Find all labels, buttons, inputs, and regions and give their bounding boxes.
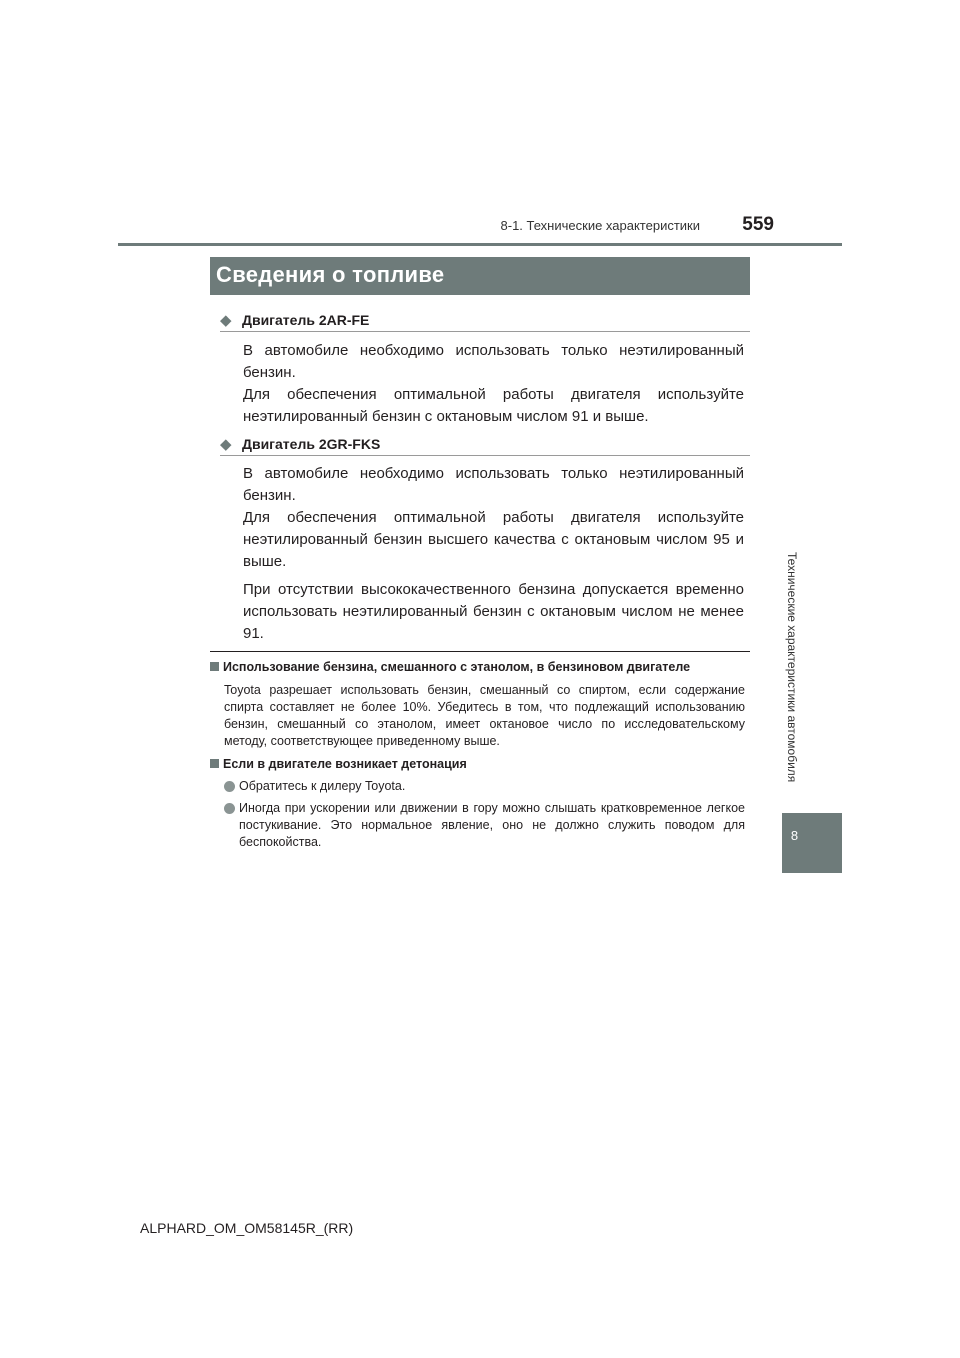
note-heading-label: Если в двигателе возникает детонация bbox=[223, 757, 467, 771]
header-rule bbox=[118, 243, 842, 246]
engine-heading-label: Двигатель 2GR-FKS bbox=[242, 436, 381, 452]
chapter-number: 8 bbox=[790, 828, 799, 843]
page-number: 559 bbox=[742, 214, 774, 235]
section-separator bbox=[210, 651, 750, 652]
note-heading-knocking bbox=[210, 757, 750, 771]
chapter-tab bbox=[782, 813, 842, 873]
paragraph-text: В автомобиле необходимо использовать только неэтилированный бензин. bbox=[243, 342, 744, 381]
engine-heading-rule bbox=[220, 331, 750, 332]
paragraph-text: В автомобиле необходимо использовать только неэтилированный бензин. bbox=[243, 465, 744, 504]
page-title: Сведения о топливе bbox=[216, 262, 445, 287]
note-bullet bbox=[224, 778, 745, 798]
circle-bullet-icon bbox=[224, 803, 235, 814]
note-bullet bbox=[224, 800, 745, 854]
document-code-footer: ALPHARD_OM_OM58145R_(RR) bbox=[140, 1220, 354, 1236]
note-paragraph: Toyota разрешает использовать бензин, смешанный со спиртом, если содержание спирта составляет не более 10%. Убедитесь в том, что подлежащий использованию бензин, смешанный со этанолом, имеет октановое число по исследовательскому методу, соответствующее приведенному выше. bbox=[224, 683, 745, 748]
square-bullet-icon bbox=[210, 759, 219, 768]
diamond-icon: ◆ bbox=[220, 436, 232, 453]
bullet-text: Иногда при ускорении или движении в гору можно слышать кратковременное легкое постукивание. Это нормальное явление, оно не должно служить поводом для беспокойства. bbox=[239, 801, 745, 849]
header-section-title: 8-1. Технические характеристики bbox=[500, 218, 700, 233]
engine-paragraph bbox=[243, 463, 744, 645]
square-bullet-icon bbox=[210, 662, 219, 671]
note-heading-label: Использование бензина, смешанного с этанолом, в бензиновом двигателе bbox=[223, 660, 691, 674]
paragraph-text: Для обеспечения оптимальной работы двигателя используйте неэтилированный бензин с октановым числом 91 и выше. bbox=[243, 386, 744, 425]
bullet-text: Обратитесь к дилеру Toyota. bbox=[239, 779, 406, 793]
engine-heading-2ar-fe bbox=[220, 311, 750, 329]
circle-bullet-icon bbox=[224, 781, 235, 792]
note-heading-ethanol bbox=[210, 660, 750, 674]
engine-paragraph bbox=[243, 340, 744, 428]
paragraph-text: Для обеспечения оптимальной работы двигателя используйте неэтилированный бензин высшего качества с октановым числом 95 и выше. bbox=[243, 509, 744, 570]
paragraph-text: При отсутствии высококачественного бензина допускается временно использовать неэтилированный бензин с октановым числом не менее 91. bbox=[243, 581, 744, 642]
engine-heading-label: Двигатель 2AR-FE bbox=[242, 312, 370, 328]
diamond-icon: ◆ bbox=[220, 312, 232, 329]
sidebar-chapter-title: Технические характеристики автомобиля bbox=[785, 552, 799, 783]
engine-heading-rule bbox=[220, 455, 750, 456]
engine-heading-2gr-fks bbox=[220, 435, 750, 453]
